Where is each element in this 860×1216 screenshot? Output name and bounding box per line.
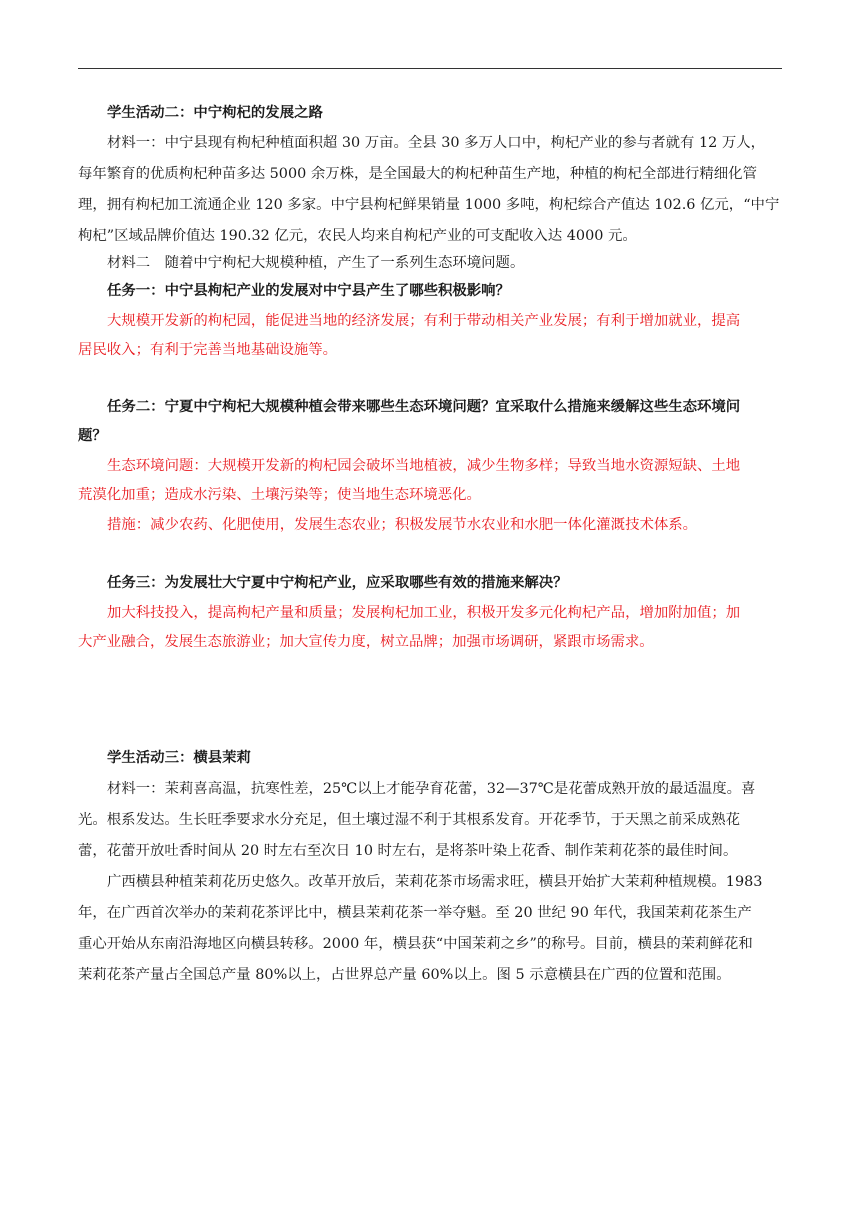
activity2-heading: 学生活动二：中宁枸杞的发展之路 <box>107 104 323 121</box>
task2-question-line: 题？ <box>78 427 107 444</box>
activity2-material1-line: 每年繁育的优质枸杞种苗多达 5000 余万株，是全国最大的枸杞种苗生产地，种植的枸杞全部进行精细化管 <box>78 166 757 182</box>
activity3-heading: 学生活动三：横县茉莉 <box>107 749 251 766</box>
activity2-material1-line: 理，拥有枸杞加工流通企业 120 多家。中宁县枸杞鲜果销量 1000 多吨，枸杞综合产值达 102.6 亿元，“中宁 <box>78 197 780 213</box>
task3-question: 任务三：为发展壮大宁夏中宁枸杞产业，应采取哪些有效的措施来解决？ <box>107 574 568 591</box>
task2-answer-measures: 措施：减少农药、化肥使用，发展生态农业；积极发展节水农业和水肥一体化灌溉技术体系。 <box>107 517 698 533</box>
task1-question: 任务一：中宁县枸杞产业的发展对中宁县产生了哪些积极影响？ <box>107 282 510 299</box>
activity2-material1-line: 材料一：中宁县现有枸杞种植面积超 30 万亩。全县 30 多万人口中，枸杞产业的参与者就有 12 万人， <box>107 135 766 151</box>
activity3-paragraph-line: 广西横县种植茉莉花历史悠久。改革开放后，茉莉花茶市场需求旺，横县开始扩大茉莉种植规模。1983 <box>107 874 763 890</box>
activity2-material2: 材料二 随着中宁枸杞大规模种植，产生了一系列生态环境问题。 <box>107 255 525 271</box>
task2-answer-problems-line: 生态环境问题：大规模开发新的枸杞园会破坏当地植被，减少生物多样；导致当地水资源短缺、土地 <box>107 458 741 474</box>
header-rule <box>78 68 782 69</box>
activity3-material1-line: 蕾，花蕾开放吐香时间从 20 时左右至次日 10 时左右，是将茶叶染上花香、制作茉莉花茶的最佳时间。 <box>78 843 738 859</box>
activity3-paragraph-line: 重心开始从东南沿海地区向横县转移。2000 年，横县获“中国茉莉之乡”的称号。目前，横县的茉莉鲜花和 <box>78 936 753 952</box>
task1-answer-line: 居民收入；有利于完善当地基础设施等。 <box>78 342 338 358</box>
activity3-material1-line: 光。根系发达。生长旺季要求水分充足，但土壤过湿不利于其根系发育。开花季节，于天黑之前采成熟花 <box>78 812 740 828</box>
activity2-material1-line: 枸杞”区域品牌价值达 190.32 亿元，农民人均来自枸杞产业的可支配收入达 4000 元。 <box>78 228 637 244</box>
activity3-paragraph-line: 茉莉花茶产量占全国总产量 80%以上，占世界总产量 60%以上。图 5 示意横县在广西的位置和范围。 <box>78 967 731 983</box>
activity3-paragraph-line: 年，在广西首次举办的茉莉花茶评比中，横县茉莉花茶一举夺魁。至 20 世纪 90 年代，我国茉莉花茶生产 <box>78 905 752 921</box>
task3-answer-line: 加大科技投入，提高枸杞产量和质量；发展枸杞加工业，积极开发多元化枸杞产品，增加附加值；加 <box>107 605 741 621</box>
task3-answer-line: 大产业融合，发展生态旅游业；加大宣传力度，树立品牌；加强市场调研，紧跟市场需求。 <box>78 634 654 650</box>
task2-question-line: 任务二：宁夏中宁枸杞大规模种植会带来哪些生态环境问题？宜采取什么措施来缓解这些生态环境问 <box>107 398 741 415</box>
activity3-material1-line: 材料一：茉莉喜高温，抗寒性差，25℃以上才能孕育花蕾，32—37℃是花蕾成熟开放的最适温度。喜 <box>107 781 756 797</box>
task2-answer-problems-line: 荒漠化加重；造成水污染、土壤污染等；使当地生态环境恶化。 <box>78 487 481 503</box>
task1-answer-line: 大规模开发新的枸杞园，能促进当地的经济发展；有利于带动相关产业发展；有利于增加就业，提高 <box>107 313 741 329</box>
